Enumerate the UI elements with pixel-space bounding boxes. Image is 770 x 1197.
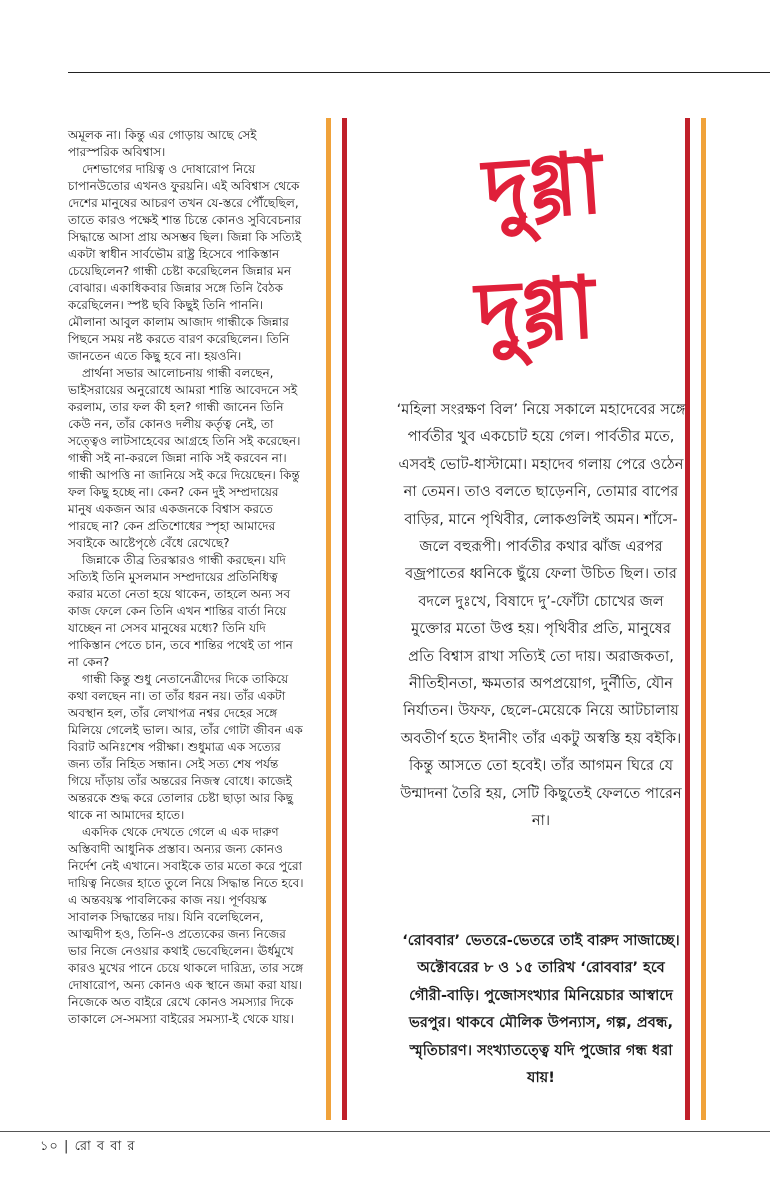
title-line-1: দুগ্গা xyxy=(480,132,606,242)
bottom-rule xyxy=(0,1131,770,1132)
article-paragraph: গান্ধী কিন্তু শুধু নেতানেত্রীদের দিকে তাকিয়ে কথা বলছেন না। তা তাঁর ধরন নয়। তাঁর একটা অবস্থান হল, তাঁর লেখাপত্র নশ্বর দেহের সঙ্গে মিলিয়ে গেলেই ভাল। আর, তাঁর গোটা জীবন এক বিরাট অনিঃশেষ পরীক্ষা। শুধুমাত্র এক সত্যের জন্য তাঁর নিহিত সন্ধান। সেই সত্য শেষ পর্যন্ত গিয়ে দাঁড়ায় তাঁর অন্তরের নিজস্ব বোধে। কাজেই অন্তরকে শুদ্ধ করে তোলার চেষ্টা ছাড়া আর কিছু থাকে না আমাদের হাতে। xyxy=(68,672,303,822)
magazine-name: রো ব বা র xyxy=(74,1139,136,1154)
decorative-stripe-red-left xyxy=(342,118,347,1120)
box-paragraph: ‘মহিলা সংরক্ষণ বিল’ নিয়ে সকালে মহাদেবের সঙ্গে পার্বতীর খুব একচোট হয়ে গেল। পার্বতীর মতে, এসবই ভোট-ধাস্টামো। মহাদেব গলায় পেরে ওঠেন না তেমন। তাও বলতে ছাড়েননি, তোমার বাপের বাড়ির, মানে পৃথিবীর, লোকগুলিই অমন। শাঁসে-জলে বহুরূপী। পার্বতীর কথার ঝাঁজ এরপর বজ্রপাতের ধ্বনিকে ছুঁয়ে ফেলা উচিত ছিল। তার বদলে দুঃখে, বিষাদে দু’-ফোঁটা চোখের জল মুক্তোর মতো উপ্ত হয়। পৃথিবীর প্রতি, মানুষের প্রতি বিশ্বাস রাখা সত্যিই তো দায়। অরাজকতা, নীতিহীনতা, ক্ষমতার অপপ্রয়োগ, দুর্নীতি, যৌন নির্যাতন। উফফ, ছেলে-মেয়েকে নিয়ে আটচালায় অবতীর্ণ হতে ইদানীং তাঁর একটু অস্বস্তি হয় বইকি। কিন্তু আসতে তো হবেই। তাঁর আগমন ঘিরে যে উন্মাদনা তৈরি হয়, সেটি কিছুতেই ফেলতে পারেন না। xyxy=(396,401,686,830)
promo-paragraph: ‘রোববার’ ভেতরে-ভেতরে তাই বারুদ সাজাচ্ছে। অক্টোবরের ৮ ও ১৫ তারিখ ‘রোববার’ হবে গৌরী-বাড়ি। পুজোসংখ্যার মিনিয়েচার আস্বাদে ভরপুর। থাকবে মৌলিক উপন্যাস, গল্প, প্রবন্ধ, স্মৃতিচারণ। সংখ্যাতত্ত্বে যদি পুজোর গন্ধ ধরা যায়! xyxy=(402,932,680,1087)
footer-divider: | xyxy=(64,1139,70,1154)
decorative-stripe-orange-left xyxy=(326,118,331,1120)
left-article-column xyxy=(68,127,304,1028)
article-paragraph: একদিক থেকে দেখতে গেলে এ এক দারুণ অস্তিবাদী আধুনিক প্রস্তাব। অন্যর জন্য কোনও নির্দেশ নেই এখানে। সবাইকে তার মতো করে পুরো দায়িত্ব নিজের হাতে তুলে নিয়ে সিদ্ধান্ত নিতে হবে। এ অন্তবয়স্ক পাবলিকের কাজ নয়। পূর্ণবয়স্ক সাবালক সিদ্ধান্তের দায়। যিনি বলেছিলেন, আত্মদীপ হও, তিনি-ও প্রত্যেকের জন্য নিজের ভার নিজে নেওয়ার কথাই ভেবেছিলেন। ঊর্ধমুখে কারও মুখের পানে চেয়ে থাকলে দারিদ্র্য, তার সঙ্গে দোষারোপ, অন্য কোনও এক স্থানে জমা করা যায়। নিজেকে অত বাইরে রেখে কোনও সমস্যার দিকে তাকালে সে-সমস্যা বাইরের সমস্যা-ই থেকে যায়। xyxy=(68,825,304,1026)
promo-text xyxy=(396,927,686,1091)
article-paragraph: প্রার্থনা সভার আলোচনায় গান্ধী বলছেন, ভাইসরায়ের অনুরোধে আমরা শান্তি আবেদনে সই করলাম, তার ফল কী হল? গান্ধী জানেন তিনি কেউ নন, তাঁর কোনও দলীয় কর্তৃত্ব নেই, তা সত্ত্বেও লাটসাহেবের আগ্রহে তিনি সই করেছেন। গান্ধী সই না-করলে জিন্না নাকি সই করবেন না। গান্ধী আপত্তি না জানিয়ে সই করে দিয়েছেন। কিন্তু ফল কিছু হচ্ছে না। কেন? কেন দুই সম্প্রদায়ের মানুষ একজন আর একজনকে বিশ্বাস করতে পারছে না? কেন প্রতিশোধের স্পৃহা আমাদের সবাইকে আষ্টেপৃষ্ঠে বেঁধে রেখেছে? xyxy=(68,366,301,550)
title-calligraphy xyxy=(396,118,686,368)
page-number: ১০ xyxy=(40,1139,59,1154)
title-line-2: দুগ্গা xyxy=(473,256,598,365)
article-paragraph: অমূলক না। কিন্তু এর গোড়ায় আছে সেই পারস্পরিক অবিশ্বাস। xyxy=(68,128,257,159)
box-feature-text xyxy=(396,396,686,835)
decorative-stripe-orange-right xyxy=(701,118,706,1120)
page-footer xyxy=(40,1137,136,1158)
top-rule xyxy=(68,72,770,73)
article-paragraph: জিন্নাকে তীব্র তিরস্কারও গান্ধী করছেন। যদি সত্যিই তিনি মুসলমান সম্প্রদায়ের প্রতিনিধিত্ব করার মতো নেতা হয়ে থাকেন, তাহলে অন্য সব কাজ ফেলে কেন তিনি এখন শান্তির বার্তা নিয়ে যাচ্ছেন না সেসব মানুষের মধ্যে? তিনি যদি পাকিস্তান পেতে চান, তবে শান্তির পথেই তা পান না কেন? xyxy=(68,553,293,669)
article-paragraph: দেশভাগের দায়িত্ব ও দোষারোপ নিয়ে চাপানউতোর এখনও ফুরয়নি। এই অবিশ্বাস থেকে দেশের মানুষের আচরণ তখন যে-স্তরে পৌঁছেছিল, তাতে কারও পক্ষেই শান্ত চিন্তে কোনও সুবিবেচনার সিদ্ধান্তে আসা প্রায় অসম্ভব ছিল। জিন্না কি সত্যিই একটা স্বাধীন সার্বভৌম রাষ্ট্র হিসেবে পাকিস্তান চেয়েছিলেন? গান্ধী চেষ্টা করেছিলেন জিন্নার মন বোঝার। একাধিকবার জিন্নার সঙ্গে তিনি বৈঠক করেছিলেন। স্পষ্ট ছবি কিছুই তিনি পাননি। মৌলানা আবুল কালাম আজাদ গান্ধীকে জিন্নার পিছনে সময় নষ্ট করতে বারণ করেছিলেন। তিনি জানতেন এতে কিছু হবে না। হয়ওনি। xyxy=(68,162,302,363)
